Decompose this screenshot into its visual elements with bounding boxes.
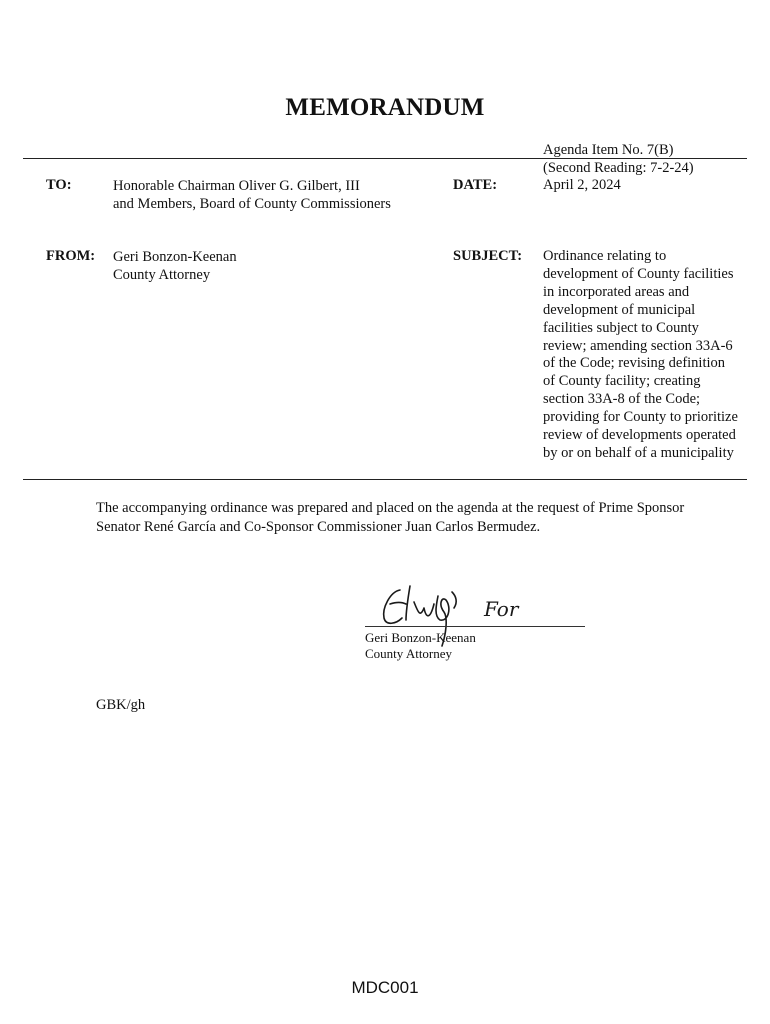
from-label: FROM: <box>46 248 96 264</box>
reference-initials: GBK/gh <box>96 697 146 713</box>
memo-date: April 2, 2024 <box>543 177 621 193</box>
subject-line: review; amending section 33A-6 <box>543 337 733 354</box>
agenda-item-number: Agenda Item No. 7(B) <box>543 142 674 158</box>
subject-line: section 33A-8 of the Code; <box>543 391 701 408</box>
subject-line: providing for County to prioritize <box>543 409 738 426</box>
to-recipient <box>113 177 391 213</box>
subject-line: Ordinance relating to <box>543 248 667 264</box>
from-sender <box>113 248 237 284</box>
subject-line: development of County facilities <box>543 265 734 282</box>
top-divider <box>23 158 747 159</box>
subject-line: of the Code; revising definition <box>543 355 726 372</box>
subject-line: by or on behalf of a municipality <box>543 444 734 461</box>
agenda-block <box>543 142 694 195</box>
subject-line: review of developments operated <box>543 427 736 444</box>
subject-line: development of municipal <box>543 301 696 318</box>
signer-name: Geri Bonzon-Keenan <box>365 630 476 645</box>
body-line: The accompanying ordinance was prepared and placed on the agenda at the request of Prime Sponsor <box>96 500 685 516</box>
signature-note: For <box>484 597 519 621</box>
signature-block <box>365 630 476 662</box>
to-line: Honorable Chairman Oliver G. Gilbert, III <box>113 178 360 194</box>
document-id: MDC001 <box>351 978 419 997</box>
signature-line <box>365 626 585 627</box>
from-line: County Attorney <box>113 267 211 283</box>
body-line: Senator René García and Co-Sponsor Commissioner Juan Carlos Bermudez. <box>96 519 541 535</box>
from-line: Geri Bonzon-Keenan <box>113 249 237 265</box>
to-label: TO: <box>46 177 72 193</box>
subject-line: facilities subject to County <box>543 319 699 336</box>
to-line: and Members, Board of County Commissioners <box>113 196 391 212</box>
memo-body <box>96 499 736 537</box>
bottom-divider <box>23 479 747 480</box>
agenda-reading: (Second Reading: 7-2-24) <box>543 159 694 176</box>
subject-line: of County facility; creating <box>543 373 701 390</box>
subject-line: in incorporated areas and <box>543 283 690 300</box>
subject-label: SUBJECT: <box>453 248 523 264</box>
signer-title: County Attorney <box>365 646 453 661</box>
date-label: DATE: <box>453 177 498 193</box>
memo-title: MEMORANDUM <box>285 94 485 121</box>
subject-text <box>543 248 758 463</box>
